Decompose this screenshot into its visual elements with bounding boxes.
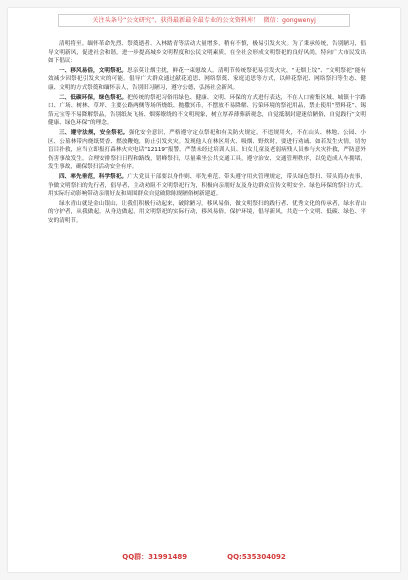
paragraph-body: 广大党员干部要以身作则、率先垂范，带头遵守用火管理规定，带头绿色祭扫、带头简办丧事，争做文明祭扫的先行者，倡导者，主动劝阻不文明祭祀行为，积极向亲朋好友及身边群众宣传文明安全、绿色环保的祭扫方式。用实际行动影响带动亲朋好友和周围群众自觉破除陈规陋俗树新建道。 <box>48 173 366 198</box>
paragraph-section-4 <box>48 173 366 199</box>
section-heading: 四、率先垂范，科学祭祀。 <box>59 173 128 180</box>
paragraph-section-3 <box>48 129 366 172</box>
paragraph-section-2 <box>48 94 366 128</box>
paragraph-body: 思亲莫让烟尘扰，鲜花一束慰故人。清明节传统祭祀易引发火灾，“无烟上坟”、“文明祭祀”能有效减少因祭祀引发火灾的可能。倡导广大群众通过献花追思、网络祭奠、家庭追思等方式，以鲜花祭祀、网络祭扫等生态、健康、文明的方式祭奠和缅怀亲人，告别旧习陋习，遵守公德，弘扬社会新风。 <box>48 67 366 91</box>
paragraph-body: 把传统的祭祀习俗用绿色、健康、文明、环保的方式进行表达，不在人口密集区域、城镇十字路口、广场、树林、草坪、主要公路两侧等场所烧纸、抛撒冥币，不摆放不易降解、污染环境的祭祀用品，禁止使用“塑料花”、锡箔元宝等不易降解祭品，告别纸灰飞扬、烟雾缭绕的不文明现象，树立厚养薄葬新观念，自觉抵制封建迷信陋俗，自觉践行“文明健康、绿色环保”的理念。 <box>48 94 366 127</box>
paragraph-body: 强化安全意识，严格遵守定点祭祀和有关防火规定，不违规用火，不在山头、林地、公园、小区、公墓林带内烧纸焚香、燃放鞭炮，防止引发火灾。发现他人在林区用火、吸烟、野炊时，要进行劝诫、如若发生火情，切勿盲目扑救，应当立即报打森林火灾电话“12119”报警。严禁未经过培训人员、妇女儿童及老弱病残人员参与火灾扑救，严防意外伤害事故发生。合理安排祭扫日程和路线，错峰祭扫，尽量乘坐公共交通工具，遵守治安、交通管理秩序，以免造成人车拥堵，发生事故，确保祭扫活动安全有序。 <box>48 129 366 171</box>
contact-footer <box>8 552 400 562</box>
section-heading: 三、遵守法规，安全祭祀。 <box>59 129 129 136</box>
footer-qq-group: QQ群：31991489 <box>122 553 188 561</box>
section-heading: 二、低碳环保，绿色祭祀。 <box>59 94 128 101</box>
paragraph-section-1 <box>48 67 366 93</box>
section-heading: 一、移风易俗，文明祭祀。 <box>59 67 128 74</box>
banner-wechat: 微信：gongwenyj <box>263 17 316 24</box>
paragraph-body: 绿水青山就是金山银山，让我们积极行动起来，破除陋习，移风易俗，做文明祭扫的践行者、优秀文化的传承者，绿水青山的守护者，从我做起，从身边做起，用文明祭祀的实际行动，移风易俗，保护环境，倡导新风，共造一个文明、低碳、绿色、平安的清明节。 <box>48 200 366 224</box>
promo-banner <box>58 14 350 27</box>
document-page <box>8 8 400 572</box>
document-body <box>48 40 366 226</box>
footer-qq: QQ:535304092 <box>227 553 286 561</box>
paragraph-closing <box>48 200 366 226</box>
paragraph-intro <box>48 40 366 66</box>
paragraph-body: 清明将至。缅怀革命先烈、祭奠逝者、入林踏青等活动大量增多，稍有不慎，极易引发火灾。为了秉承传统，告别陋习，倡导文明新风，促进社会和谐，进一步提高城乡文明程度和公民文明素质，在全社会形成文明祭祀的良好风尚，特向广大市民发出如下倡议： <box>48 41 366 65</box>
banner-text: 关注头条号“公文研究”，获得最新最全最专业的公文资料库！ <box>92 17 260 24</box>
